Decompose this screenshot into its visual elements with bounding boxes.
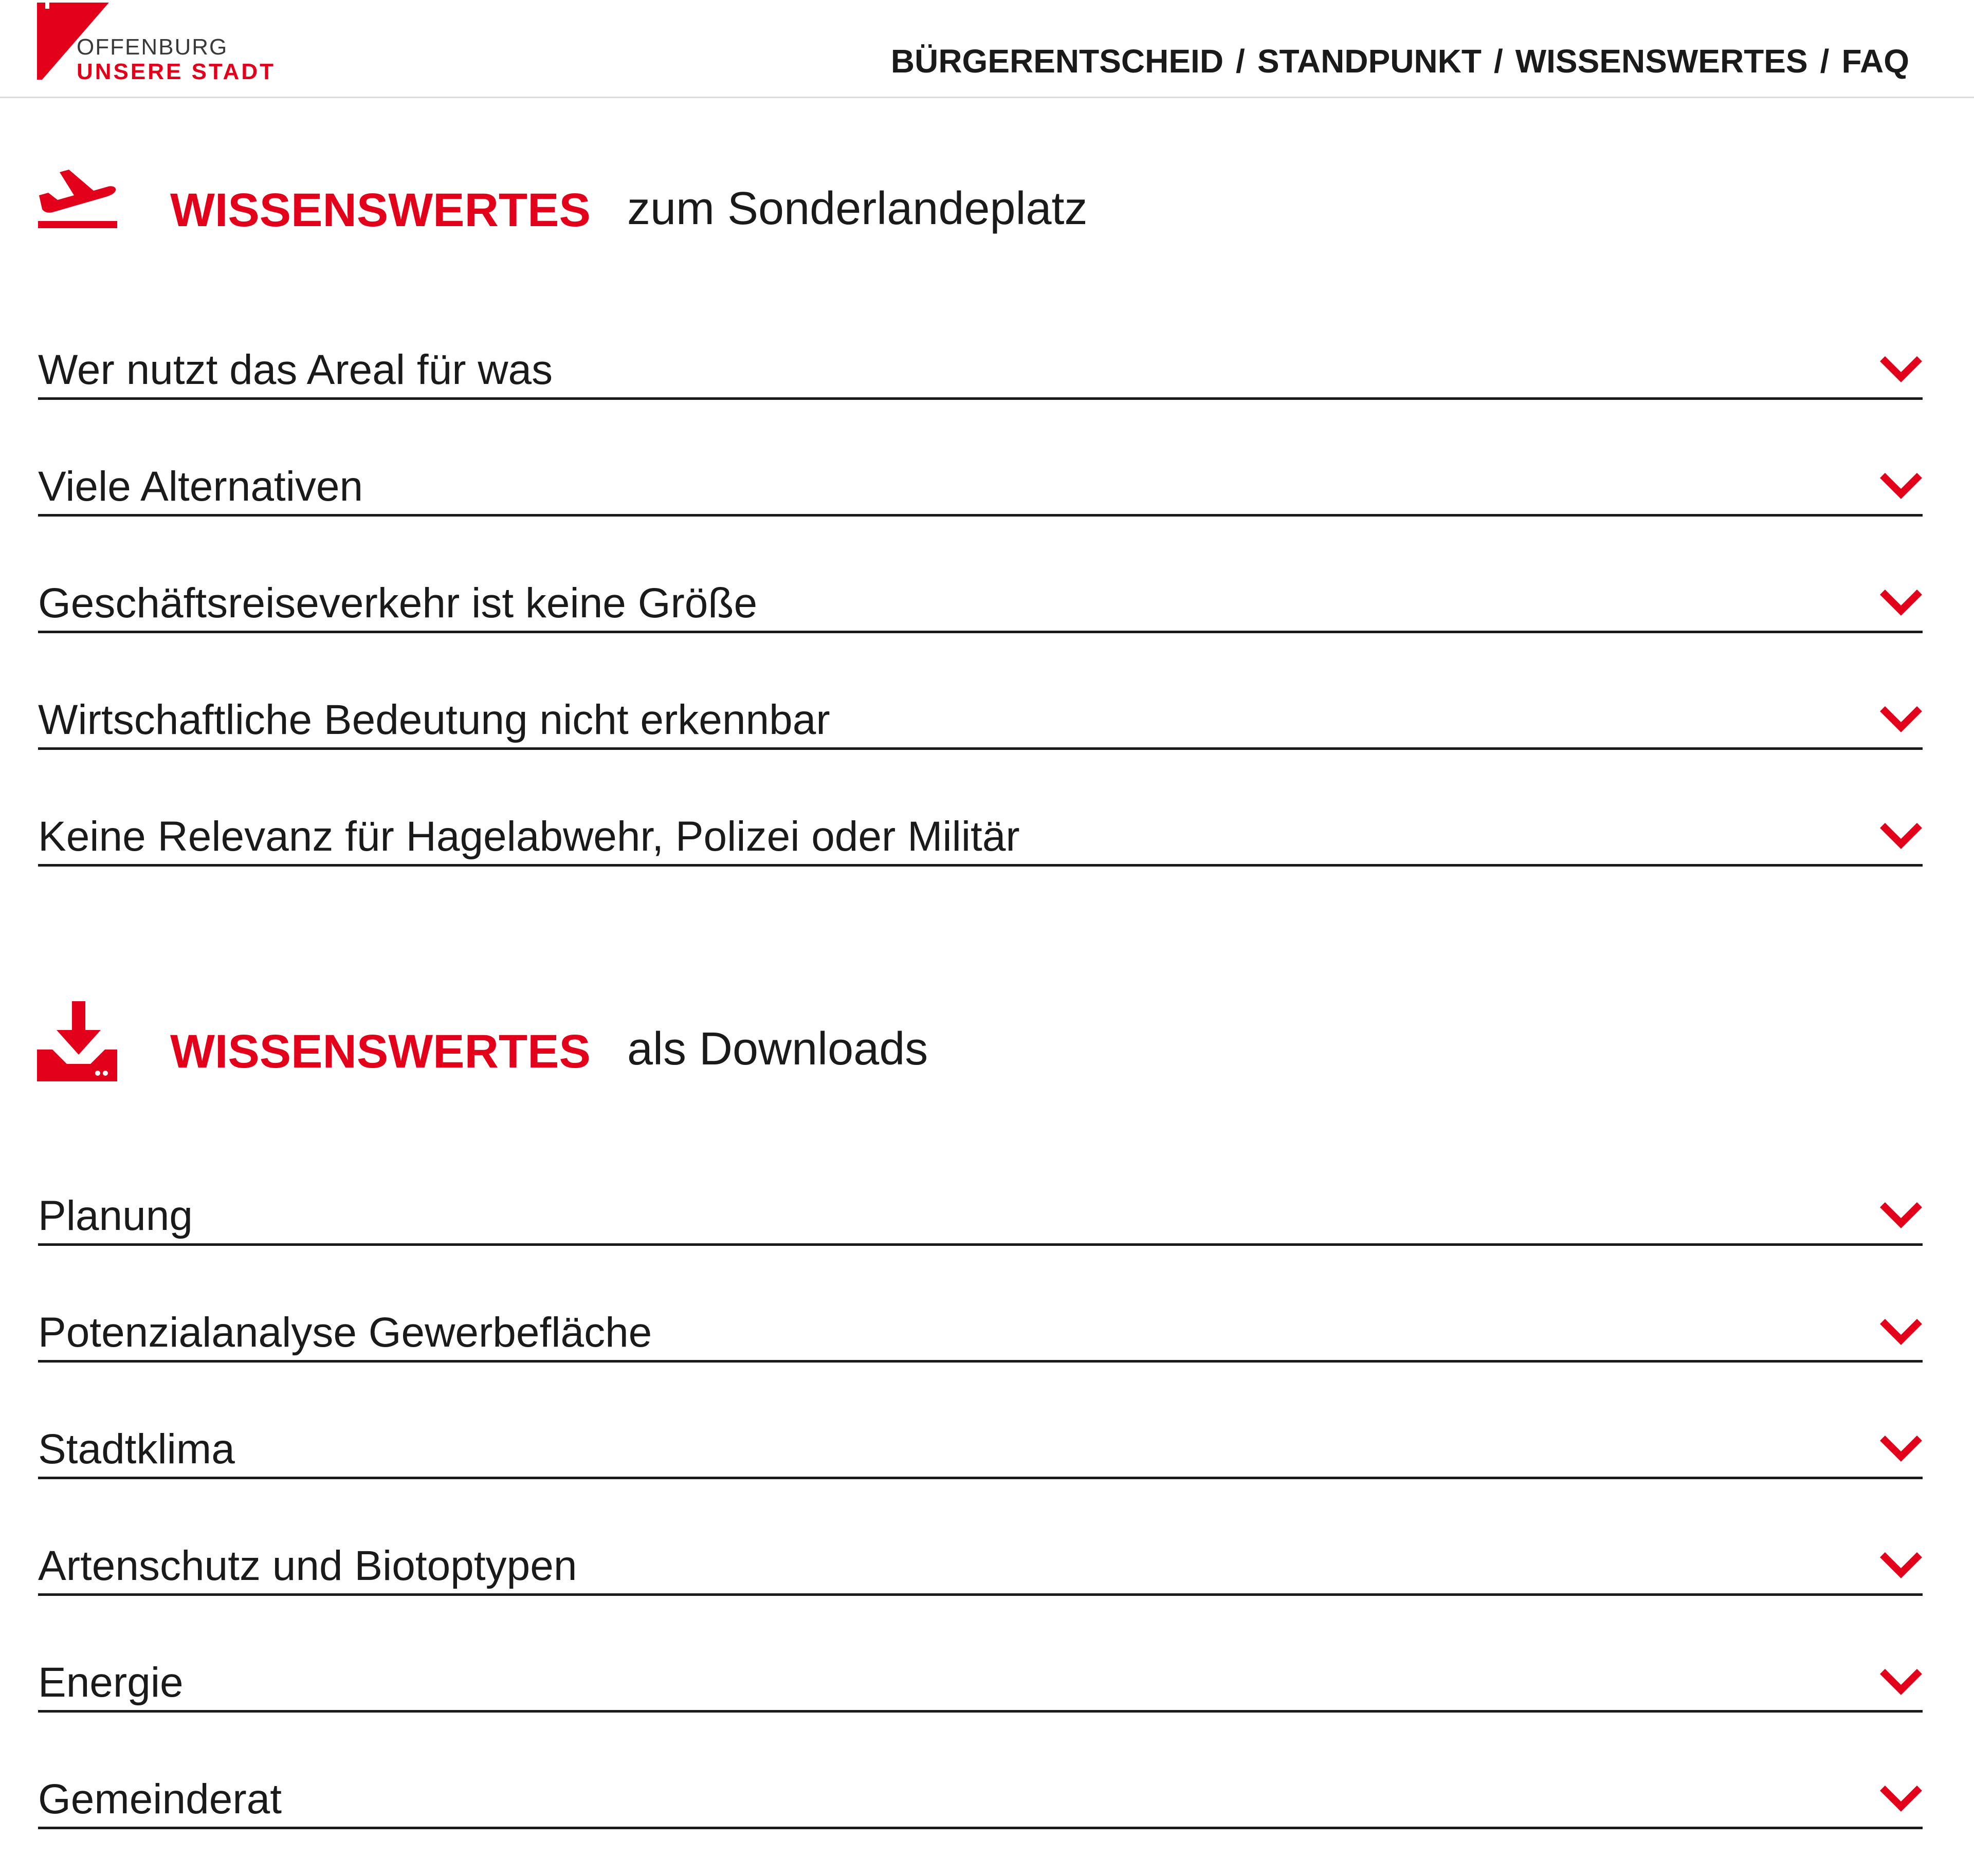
main-nav [891, 42, 1909, 80]
accordion-item[interactable] [38, 344, 1923, 400]
chevron-down-icon[interactable] [1879, 816, 1923, 857]
chevron-down-icon[interactable] [1879, 1312, 1923, 1353]
chevron-down-icon[interactable] [1879, 1429, 1923, 1470]
logo-text-claim: UNSERE STADT [77, 59, 276, 84]
accordion-item[interactable] [38, 1774, 1923, 1829]
site-header [0, 0, 1974, 98]
accordion-item-label: Wer nutzt das Areal für was [38, 346, 553, 393]
download-icon [37, 1001, 119, 1083]
accordion-item[interactable] [38, 461, 1923, 517]
accordion-item[interactable] [38, 694, 1923, 750]
chevron-down-icon[interactable] [1879, 350, 1923, 391]
accordion-item-label: Stadtklima [38, 1426, 235, 1473]
nav-separator: / [1820, 43, 1830, 80]
chevron-down-icon[interactable] [1879, 1196, 1923, 1237]
chevron-down-icon[interactable] [1879, 466, 1923, 507]
logo-text-city: OFFENBURG [77, 34, 228, 60]
accordion-item-label: Planung [38, 1192, 193, 1239]
chevron-down-icon[interactable] [1879, 700, 1923, 741]
accordion-item-label: Artenschutz und Biotoptypen [38, 1542, 577, 1589]
section-subtitle: als Downloads [627, 1023, 928, 1075]
section-heading-downloads [37, 1001, 1939, 1083]
nav-link-buergerentscheid[interactable]: BÜRGERENTSCHEID [890, 43, 1224, 80]
accordion-item[interactable] [38, 1540, 1923, 1596]
accordion-item-label: Potenzialanalyse Gewerbefläche [38, 1309, 652, 1356]
accordion-item[interactable] [38, 1307, 1923, 1363]
accordion-item[interactable] [38, 1657, 1923, 1713]
accordion-item-label: Viele Alternativen [38, 463, 363, 510]
chevron-down-icon[interactable] [1879, 1779, 1923, 1820]
accordion-item-label: Energie [38, 1659, 184, 1706]
accordion-item-label: Gemeinderat [38, 1776, 282, 1823]
accordion-item-label: Keine Relevanz für Hagelabwehr, Polizei oder Militär [38, 813, 1020, 860]
section-title: WISSENSWERTES [170, 184, 591, 236]
nav-separator: / [1236, 43, 1245, 80]
section-subtitle: zum Sonderlandeplatz [627, 183, 1088, 234]
accordion-item[interactable] [38, 1190, 1923, 1246]
chevron-down-icon[interactable] [1879, 583, 1923, 624]
nav-separator: / [1493, 43, 1503, 80]
accordion-item-label: Geschäftsreiseverkehr ist keine Größe [38, 580, 758, 627]
section-title: WISSENSWERTES [170, 1025, 591, 1078]
nav-link-standpunkt[interactable]: STANDPUNKT [1257, 43, 1482, 80]
airplane-takeoff-icon [37, 167, 119, 231]
nav-link-faq[interactable]: FAQ [1841, 43, 1909, 80]
accordion-item-label: Wirtschaftliche Bedeutung nicht erkennbar [38, 696, 830, 743]
accordion-item[interactable] [38, 811, 1923, 867]
section-heading-sonderlandeplatz [37, 167, 1939, 249]
chevron-down-icon[interactable] [1879, 1546, 1923, 1587]
chevron-down-icon[interactable] [1879, 1662, 1923, 1703]
accordion-item[interactable] [38, 578, 1923, 633]
nav-link-wissenswertes[interactable]: WISSENSWERTES [1515, 43, 1808, 80]
accordion-item[interactable] [38, 1424, 1923, 1479]
site-logo[interactable] [37, 3, 276, 90]
